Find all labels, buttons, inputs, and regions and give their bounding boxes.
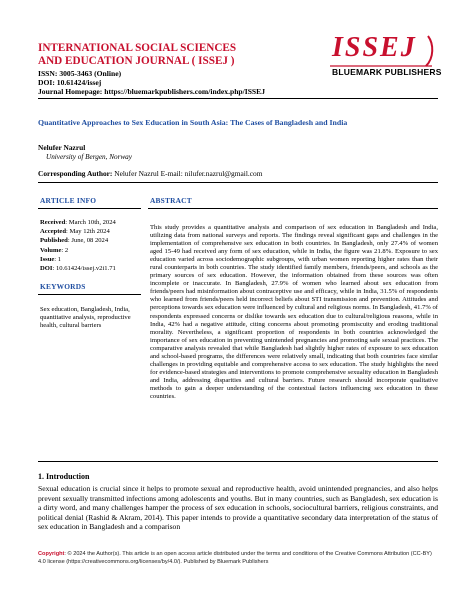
journal-title [38,42,338,67]
article-doi[interactable] [40,264,144,273]
copyright-label: Copyright [38,551,65,557]
doi-label: DOI [40,265,53,273]
accepted-value: : May 12th 2024 [66,228,110,236]
issue-label: Issue [40,255,55,263]
abstract-divider [148,208,438,209]
corresponding-author-label: Corresponding Author: [38,169,113,178]
published-value: : June, 08 2024 [67,237,109,245]
keywords-heading: KEYWORDS [40,282,86,291]
volume [40,246,144,255]
corresponding-author-details: Nelufer Nazrul E-mail: nilufer.nazrul@gmail.com [112,169,263,178]
journal-title-line-1: INTERNATIONAL SOCIAL SCIENCES [38,42,237,54]
article-info-block [40,218,144,273]
volume-value: : 2 [61,246,69,254]
logo-publisher-name: BLUEMARK PUBLISHERS [332,67,442,77]
journal-doi: DOI: 10.61424/issej [38,78,102,87]
received-date [40,218,144,227]
copyright-notice [38,550,438,566]
keywords-divider [38,294,141,295]
author-divider [38,182,438,183]
doi-value[interactable]: : 10.61424/issej.v2i1.71 [52,265,116,273]
header-divider [38,98,438,99]
paper-title: Quantitative Approaches to Sex Education in South Asia: The Cases of Bangladesh and India [38,118,348,127]
keywords-list: Sex education, Bangladesh, India, quantitative analysis, reproductive health, cultural barriers [40,306,131,329]
issue-value: : 1 [54,255,62,263]
journal-title-line-2: AND EDUCATION JOURNAL ( ISSEJ ) [38,54,235,67]
received-value: : March 10th, 2024 [65,219,116,226]
corresponding-author-line [38,169,262,178]
accepted-date [40,227,144,236]
issue [40,255,144,264]
published-date [40,236,144,245]
article-info-heading: ARTICLE INFO [40,196,97,205]
journal-issn: ISSN: 3005-3463 (Online) [38,69,122,78]
author-name: Nelufer Nazrul [38,143,86,152]
volume-label: Volume [40,246,62,254]
abstract-bottom-divider [38,461,438,462]
accepted-label: Accepted [40,228,66,236]
article-info-divider [38,208,141,209]
logo-wordmark: ISSEJ [332,32,417,63]
published-label: Published [40,237,68,245]
journal-homepage-link[interactable]: Journal Homepage: https://bluemarkpublishers.com/index.php/ISSEJ [38,87,266,96]
introduction-text: Sexual education is crucial since it helps to promote sexual and reproductive health, avoid unintended pregnancies, and also helps prevent sexually transmitted infections among adolescents and youths. But in many countries, such as Bangladesh, sex education is a dirty word, and many challenges hamper the process of sex education in schools, sociocultural barriers, religious constraints, and political denial (Rashid & Akram, 2014). This paper intends to provide a quantitative secondary data interpretation of the status of sex education in Bangladesh and a comparison [38,484,438,532]
author-affiliation: University of Bergen, Norway [46,153,132,161]
introduction-heading: 1. Introduction [38,472,90,481]
copyright-text: : © 2024 the Author(s). This article is an open access article distributed under the terms and conditions of the Creative Commons Attribution (CC-BY) 4.0 license (https://creativecommons.org/licenses/by/4.0/). Published by Bluemark Publishers [38,551,432,565]
abstract-heading: ABSTRACT [150,196,192,205]
received-label: Received [40,219,66,226]
abstract-text: This study provides a quantitative analysis and comparison of sex education in Bangladesh and India, utilizing data from national surveys and reports. The findings reveal significant gaps and challenges in the implementation of comprehensive sex education in both countries. In Bangladesh, only 27.4% of women aged 15-49 had received any form of sex education, while in India, the figure was 21.8%. Exposure to sex education varied across sociodemographic subgroups, with urban women reporting higher rates than their rural counterparts in both countries. The study identified family members, friends/peers, and schools as the primary sources of sex education. However, the information obtained from these sources was often incomplete or inaccurate. In Bangladesh, 27.9% of women who learned about sex education from friends/peers had misinformation about contraceptive use and efficacy, while in India, 31.5% of respondents who learned from friends/peers held incorrect beliefs about STI transmission and prevention. Attitudes and perceptions towards sex education were influenced by cultural and religious norms. In Bangladesh, 41.7% of respondents expressed concerns or dislike towards sex education due to cultural/religious reasons, while in India, 42% had a negative attitude, citing concerns about promoting promiscuity and eroding traditional morality. Nevertheless, a significant proportion of respondents in both countries acknowledged the importance of sex education in preventing unintended pregnancies and promoting safe sexual practices. The comparative analysis revealed that while Bangladesh had slightly higher rates of exposure to sex education and school-based programs, the differences were relatively small, indicating that both countries face similar challenges in providing equitable and comprehensive access to sex education. The study highlights the need for evidence-based strategies and interventions to promote comprehensive sexuality education in Bangladesh and India, addressing disparities and cultural barriers. Future research should incorporate qualitative methods to gain a deeper understanding of the contextual factors influencing sex education in these countries. [150,224,438,400]
